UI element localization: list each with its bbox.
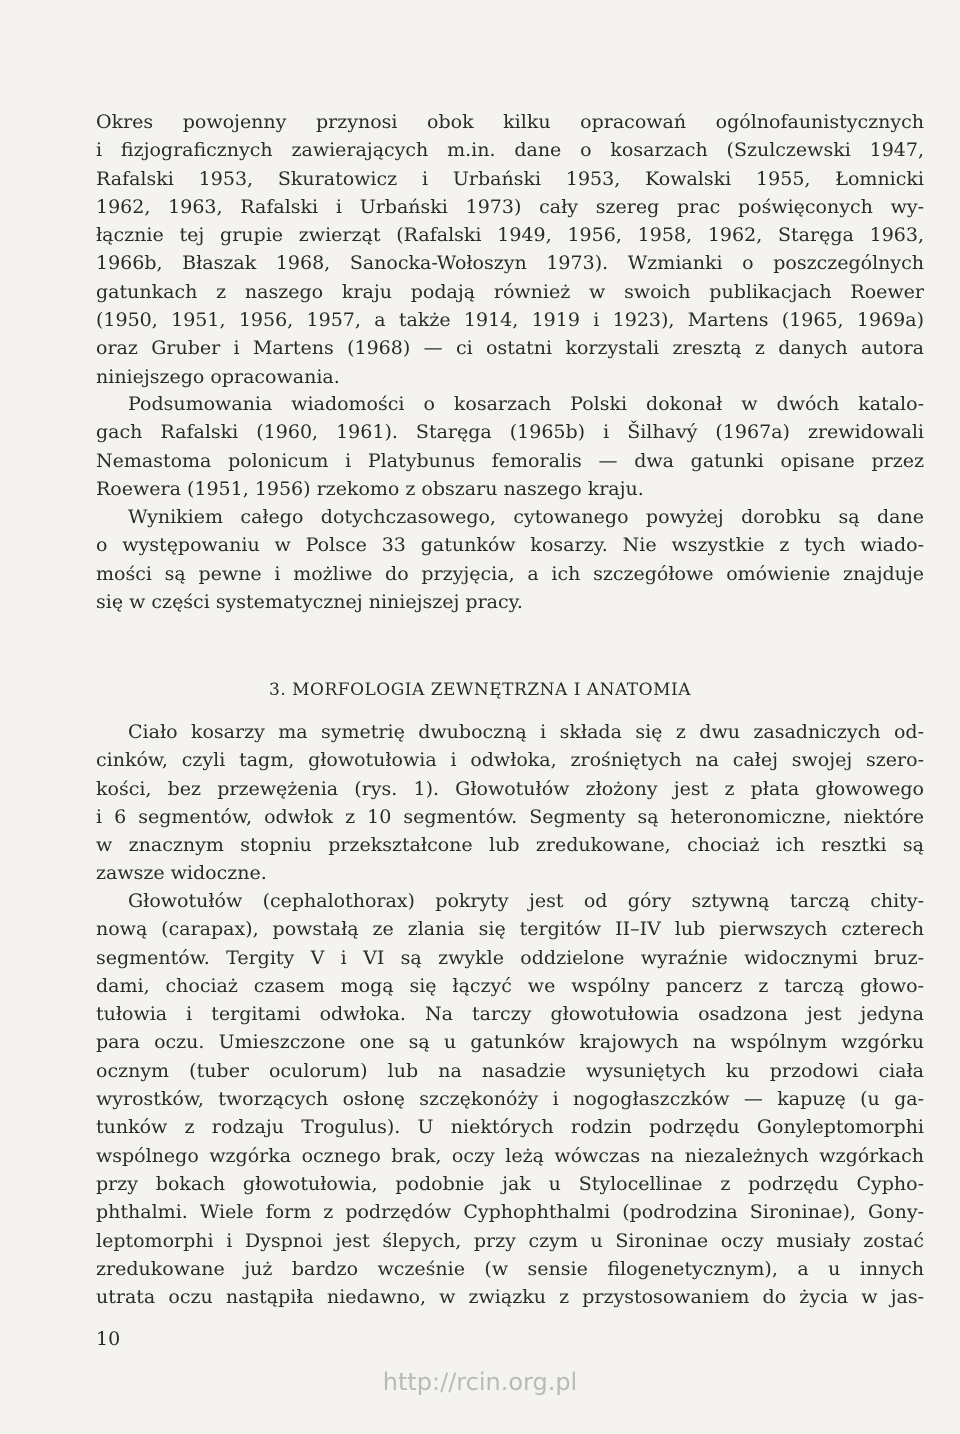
text-line: ocznym (tuber oculorum) lub na nasadzie wysuniętych ku przodowi ciała — [96, 1059, 924, 1082]
text-line: Okres powojenny przynosi obok kilku opracowań ogólnofaunistycznych — [96, 111, 924, 133]
text-line: phthalmi. Wiele form z podrzędów Cyphophthalmi (podrodzina Sironinae), Gony- — [96, 1201, 924, 1224]
text-line: gatunkach z naszego kraju podają również w swoich publikacjach Roewer — [96, 280, 924, 303]
text-line: w znacznym stopniu przekształcone lub zredukowane, chociaż ich resztki są — [96, 834, 924, 857]
text-line: o występowaniu w Polsce 33 gatunków kosarzy. Nie wszystkie z tych wiado- — [96, 534, 924, 557]
text-line: segmentów. Tergity V i VI są zwykle oddzielone wyraźnie widocznymi bruz- — [96, 946, 924, 969]
page-number: 10 — [96, 1328, 121, 1350]
text-line: dami, chociaż czasem mogą się łączyć we wspólny pancerz z tarczą głowo- — [96, 974, 924, 997]
text-line: kości, bez przewężenia (rys. 1). Głowotułów złożony jest z płata głowowego — [96, 777, 924, 800]
text-line: leptomorphi i Dyspnoi jest ślepych, przy czym u Sironinae oczy musiały zostać — [96, 1229, 924, 1252]
paragraph-1 — [96, 108, 924, 391]
text-line: Nemastoma polonicum i Platybunus femoralis — dwa gatunki opisane przez — [96, 449, 924, 472]
text-line: i fizjograficznych zawierających m.in. dane o kosarzach (Szulczewski 1947, — [96, 139, 924, 162]
text-line: łącznie tej grupie zwierząt (Rafalski 1949, 1956, 1958, 1962, Staręga 1963, — [96, 224, 924, 247]
text-line: nową (carapax), powstałą ze zlania się tergitów II–IV lub pierwszych czterech — [96, 918, 924, 941]
text-line: gach Rafalski (1960, 1961). Staręga (1965b) i Šilhavý (1967a) zrewidowali — [96, 421, 924, 444]
text-line: Podsumowania wiadomości o kosarzach Polski dokonał w dwóch katalo- — [128, 393, 924, 415]
paragraph-4 — [96, 718, 924, 888]
text-line: zawsze widoczne. — [96, 862, 267, 885]
paragraph-3 — [96, 503, 924, 616]
text-line: Ciało kosarzy ma symetrię dwuboczną i składa się z dwu zasadniczych od- — [128, 721, 924, 743]
text-line: mości są pewne i możliwe do przyjęcia, a ich szczegółowe omówienie znajduje — [96, 562, 924, 585]
text-line: Wynikiem całego dotychczasowego, cytowanego powyżej dorobku są dane — [128, 506, 924, 528]
text-line: (1950, 1951, 1956, 1957, a także 1914, 1919 i 1923), Martens (1965, 1969a) — [96, 309, 924, 332]
text-line: para oczu. Umieszczone one są u gatunków krajowych na wspólnym wzgórku — [96, 1031, 924, 1054]
text-line: utrata oczu nastąpiła niedawno, w związku z przystosowaniem do życia w jas- — [96, 1286, 924, 1309]
section-heading: 3. MORFOLOGIA ZEWNĘTRZNA I ANATOMIA — [269, 680, 691, 700]
paragraph-2 — [96, 390, 924, 503]
text-line: cinków, czyli tagm, głowotułowia i odwłoka, zrośniętych na całej swojej szero- — [96, 749, 924, 772]
text-line: wyrostków, tworzących osłonę szczękonóży i nogogłaszczków — kapuzę (u ga- — [96, 1088, 924, 1111]
text-line: przy bokach głowotułowia, podobnie jak u Stylocellinae z podrzędu Cypho- — [96, 1172, 924, 1195]
text-line: Rafalski 1953, Skuratowicz i Urbański 1953, Kowalski 1955, Łomnicki — [96, 167, 924, 190]
text-line: zredukowane już bardzo wcześnie (w sensie filogenetycznym), a u innych — [96, 1257, 924, 1280]
text-line: Roewera (1951, 1956) rzekomo z obszaru naszego kraju. — [96, 477, 644, 500]
text-line: tunków z rodzaju Trogulus). U niektórych rodzin podrzędu Gonyleptomorphi — [96, 1116, 924, 1139]
text-line: 1966b, Błaszak 1968, Sanocka-Wołoszyn 1973). Wzmianki o poszczególnych — [96, 252, 924, 275]
paragraph-5 — [96, 887, 924, 1311]
text-line: się w części systematycznej niniejszej pracy. — [96, 590, 523, 613]
footer-url: http://rcin.org.pl — [382, 1368, 578, 1396]
text-line: oraz Gruber i Martens (1968) — ci ostatni korzystali zresztą z danych autora — [96, 337, 924, 360]
text-line: Głowotułów (cephalothorax) pokryty jest od góry sztywną tarczą chity- — [128, 890, 924, 912]
text-line: wspólnego wzgórka ocznego brak, oczy leżą wówczas na niezależnych wzgórkach — [96, 1144, 924, 1167]
text-line: niniejszego opracowania. — [96, 365, 340, 388]
text-line: tułowia i tergitami odwłoka. Na tarczy głowotułowia osadzona jest jedyna — [96, 1003, 924, 1026]
text-line: i 6 segmentów, odwłok z 10 segmentów. Segmenty są heteronomiczne, niektóre — [96, 805, 924, 828]
text-line: 1962, 1963, Rafalski i Urbański 1973) cały szereg prac poświęconych wy- — [96, 195, 924, 218]
